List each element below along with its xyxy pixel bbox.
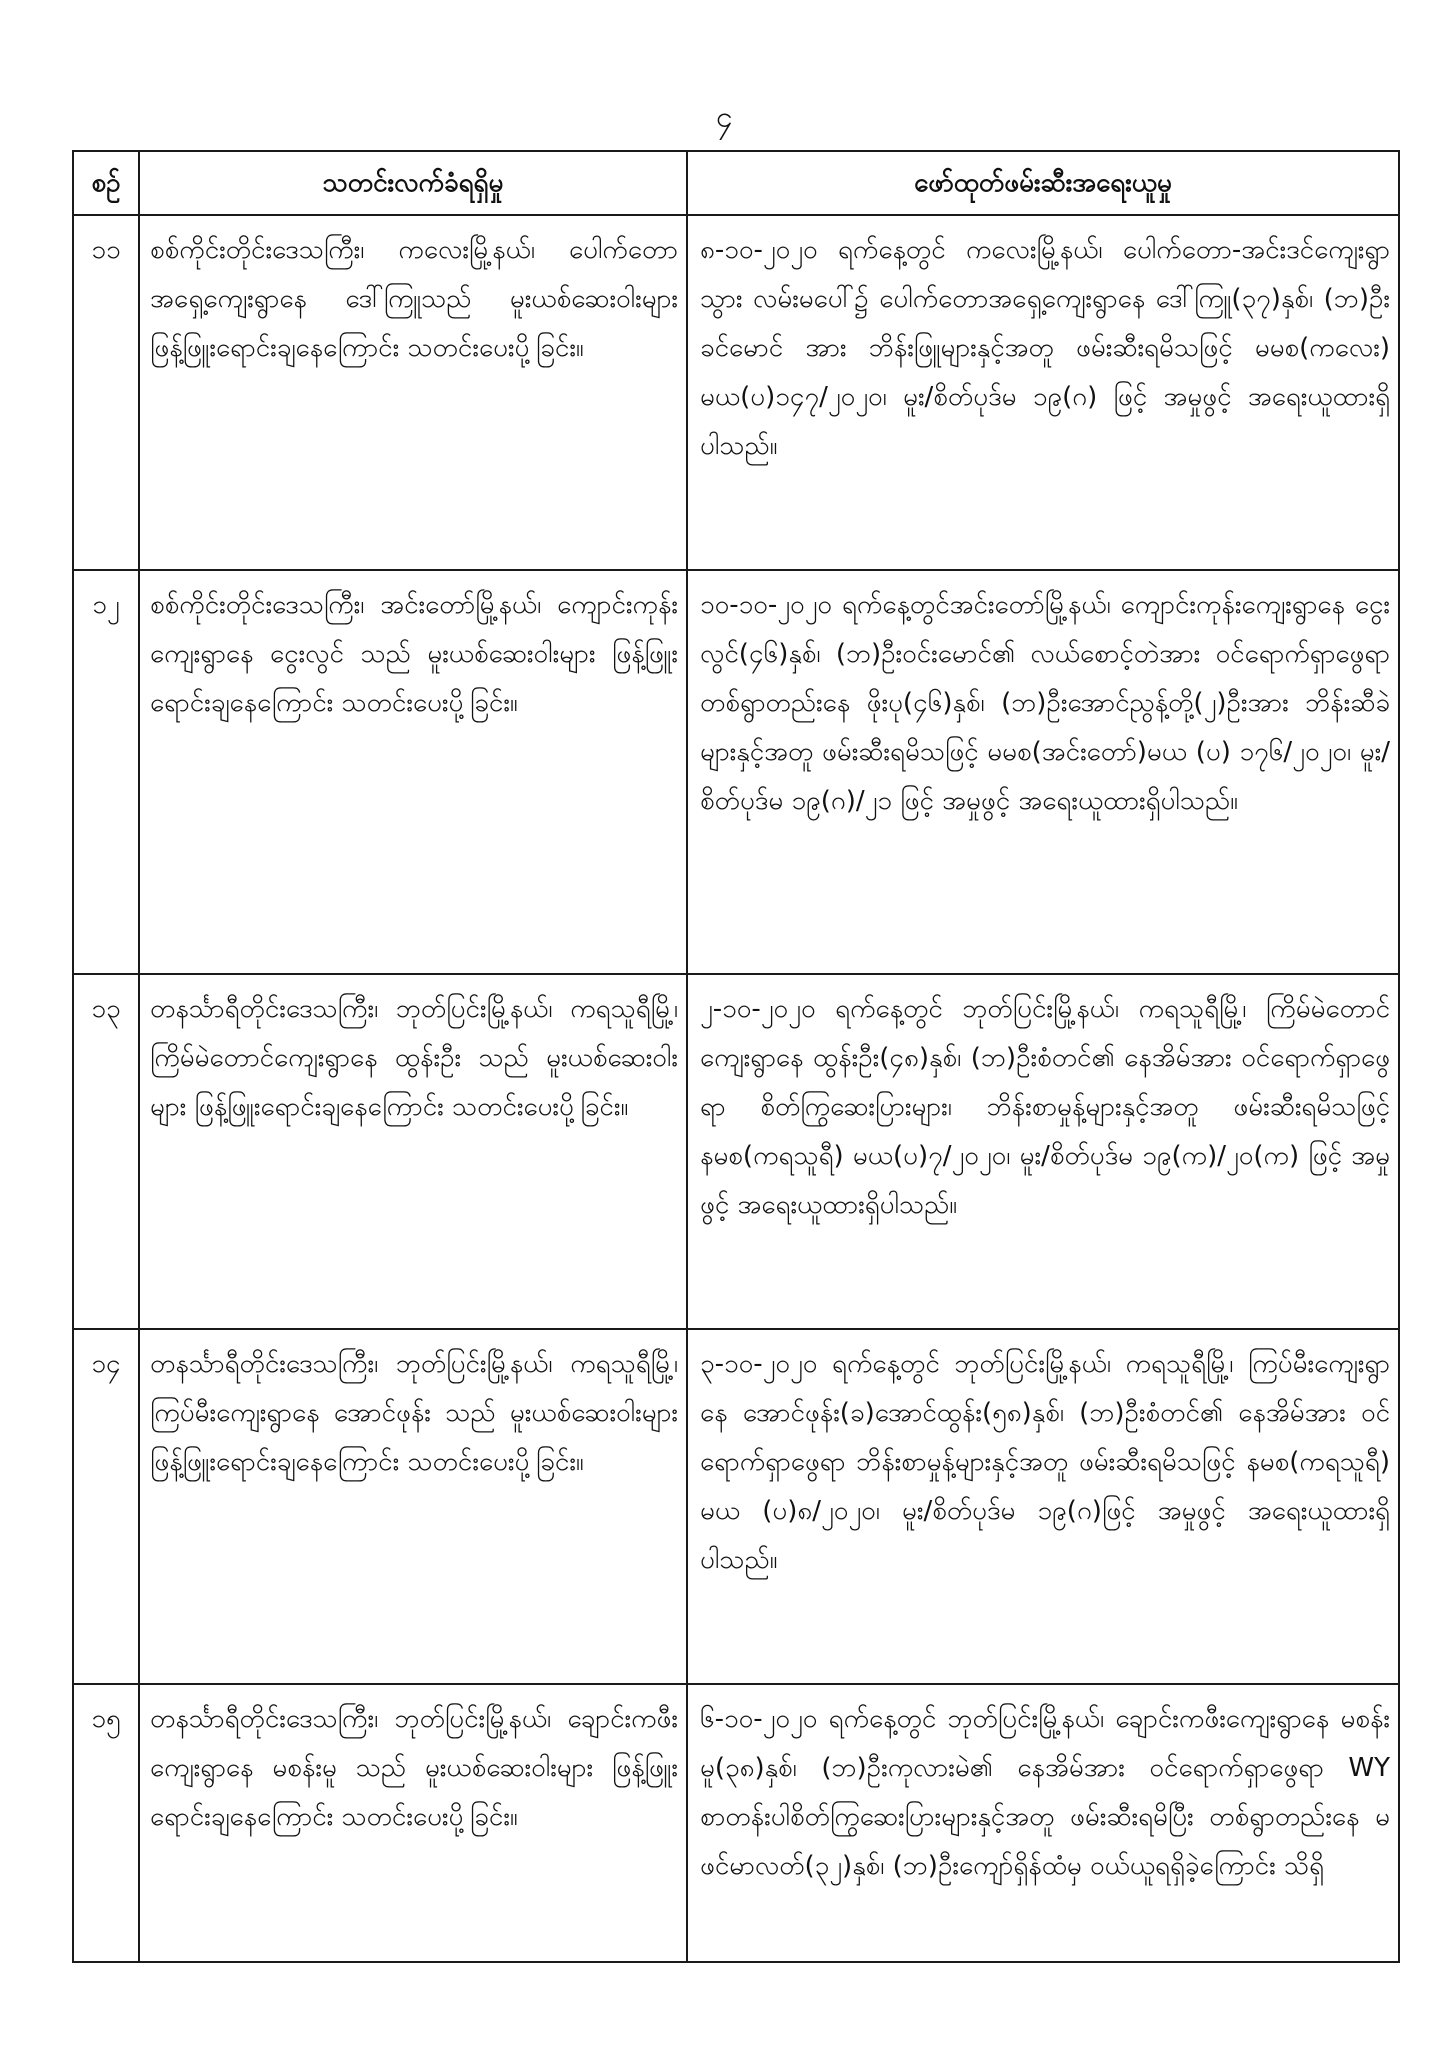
header-info: သတင်းလက်ခံရရှိမှု: [139, 151, 687, 215]
row-info: တနင်္သာရီတိုင်းဒေသကြီး၊ ဘုတ်ပြင်းမြို့နယ်၊ ချောင်းကဖီးကျေးရွာနေ မစန်းမူ သည် မူးယစ်ဆေးဝါးများ ဖြန့်ဖြူးရောင်းချနေကြောင်း သတင်းပေးပို့ခြင်း။: [139, 1684, 687, 1962]
page-number: ၄: [715, 100, 733, 135]
row-action: ၁၀-၁၀-၂၀၂၀ ရက်နေ့တွင်အင်းတော်မြို့နယ်၊ ကျောင်းကုန်းကျေးရွာနေ ငွေးလွင်(၄၆)နှစ်၊ (ဘ)ဦးဝင်းမောင်၏ လယ်စောင့်တဲအား ဝင်ရောက်ရှာဖွေရာ တစ်ရွာတည်းနေ ဖိုးပု(၄၆)နှစ်၊ (ဘ)ဦးအောင်ညွန့်တို့(၂)ဦးအား ဘိန်းဆီခဲများနှင့်အတူ ဖမ်းဆီးရမိသဖြင့် မမစ(အင်းတော်)မယ (ပ) ၁၇၆/၂၀၂၀၊ မူး/စိတ်ပုဒ်မ ၁၉(ဂ)/၂၁ ဖြင့် အမှုဖွင့် အရေးယူထားရှိပါသည်။: [687, 570, 1399, 974]
header-row: [73, 151, 1399, 215]
header-no: စဉ်: [73, 151, 139, 215]
row-info: တနင်္သာရီတိုင်းဒေသကြီး၊ ဘုတ်ပြင်းမြို့နယ်၊ ကရသူရီမြို့၊ ကြပ်မီးကျေးရွာနေ အောင်ဖုန်း သည် မူးယစ်ဆေးဝါးများ ဖြန့်ဖြူးရောင်းချနေကြောင်း သတင်းပေးပို့ခြင်း။: [139, 1329, 687, 1684]
table-row: [73, 974, 1399, 1329]
table-row: [73, 215, 1399, 570]
row-info: စစ်ကိုင်းတိုင်းဒေသကြီး၊ အင်းတော်မြို့နယ်၊ ကျောင်းကုန်းကျေးရွာနေ ငွေးလွင် သည် မူးယစ်ဆေးဝါးများ ဖြန့်ဖြူးရောင်းချနေကြောင်း သတင်းပေးပို့ခြင်း။: [139, 570, 687, 974]
row-number: ၁၅: [73, 1684, 139, 1962]
row-info: တနင်္သာရီတိုင်းဒေသကြီး၊ ဘုတ်ပြင်းမြို့နယ်၊ ကရသူရီမြို့၊ ကြိမ်မဲတောင်ကျေးရွာနေ ထွန်းဦး သည် မူးယစ်ဆေးဝါးများ ဖြန့်ဖြူးရောင်းချနေကြောင်း သတင်းပေးပို့ခြင်း။: [139, 974, 687, 1329]
table-row: [73, 570, 1399, 974]
header-action: ဖော်ထုတ်ဖမ်းဆီးအရေးယူမှု: [687, 151, 1399, 215]
table-row: [73, 1329, 1399, 1684]
row-action: ၆-၁၀-၂၀၂၀ ရက်နေ့တွင် ဘုတ်ပြင်းမြို့နယ်၊ ချောင်းကဖီးကျေးရွာနေ မစန်းမူ(၃၈)နှစ်၊ (ဘ)ဦးကုလားမဲ၏ နေအိမ်အား ဝင်ရောက်ရှာဖွေရာ WY စာတန်းပါစိတ်ကြွဆေးပြားများနှင့်အတူ ဖမ်းဆီးရမိပြီး တစ်ရွာတည်းနေ မဖင်မာလတ်(၃၂)နှစ်၊ (ဘ)ဦးကျော်ရှိန်ထံမှ ဝယ်ယူရရှိခဲ့ကြောင်း သိရှိ: [687, 1684, 1399, 1962]
row-action: ၃-၁၀-၂၀၂၀ ရက်နေ့တွင် ဘုတ်ပြင်းမြို့နယ်၊ ကရသူရီမြို့၊ ကြပ်မီးကျေးရွာနေ အောင်ဖုန်း(ခ)အောင်ထွန်း(၅၈)နှစ်၊ (ဘ)ဦးစံတင်၏ နေအိမ်အား ဝင်ရောက်ရှာဖွေရာ ဘိန်းစာမှုန့်များနှင့်အတူ ဖမ်းဆီးရမိသဖြင့် နမစ(ကရသူရီ) မယ (ပ)၈/၂၀၂၀၊ မူး/စိတ်ပုဒ်မ ၁၉(ဂ)ဖြင့် အမှုဖွင့် အရေးယူထားရှိပါသည်။: [687, 1329, 1399, 1684]
row-action: ၂-၁၀-၂၀၂၀ ရက်နေ့တွင် ဘုတ်ပြင်းမြို့နယ်၊ ကရသူရီမြို့၊ ကြိမ်မဲတောင်ကျေးရွာနေ ထွန်းဦး(၄၈)နှစ်၊ (ဘ)ဦးစံတင်၏ နေအိမ်အား ဝင်ရောက်ရှာဖွေရာ စိတ်ကြွဆေးပြားများ၊ ဘိန်းစာမှုန့်များနှင့်အတူ ဖမ်းဆီးရမိသဖြင့် နမစ(ကရသူရီ) မယ(ပ)၇/၂၀၂၀၊ မူး/စိတ်ပုဒ်မ ၁၉(က)/၂၀(က) ဖြင့် အမှုဖွင့် အရေးယူထားရှိပါသည်။: [687, 974, 1399, 1329]
row-action: ၈-၁၀-၂၀၂၀ ရက်နေ့တွင် ကလေးမြို့နယ်၊ ပေါက်တော-အင်းဒင်ကျေးရွာသွား လမ်းမပေါ်၌ ပေါက်တောအရှေ့ကျေးရွာနေ ဒေါ်ကြူ(၃၇)နှစ်၊ (ဘ)ဦးခင်မောင် အား ဘိန်းဖြူများနှင့်အတူ ဖမ်းဆီးရမိသဖြင့် မမစ(ကလေး) မယ(ပ)၁၄၇/၂၀၂၀၊ မူး/စိတ်ပုဒ်မ ၁၉(ဂ) ဖြင့် အမှုဖွင့် အရေးယူထားရှိပါသည်။: [687, 215, 1399, 570]
row-number: ၁၁: [73, 215, 139, 570]
table-row: [73, 1684, 1399, 1962]
report-table: [72, 150, 1400, 1963]
row-number: ၁၃: [73, 974, 139, 1329]
row-info: စစ်ကိုင်းတိုင်းဒေသကြီး၊ ကလေးမြို့နယ်၊ ပေါက်တောအရှေ့ကျေးရွာနေ ဒေါ်ကြူသည် မူးယစ်ဆေးဝါးများ ဖြန့်ဖြူးရောင်းချနေကြောင်း သတင်းပေးပို့ခြင်း။: [139, 215, 687, 570]
row-number: ၁၄: [73, 1329, 139, 1684]
row-number: ၁၂: [73, 570, 139, 974]
